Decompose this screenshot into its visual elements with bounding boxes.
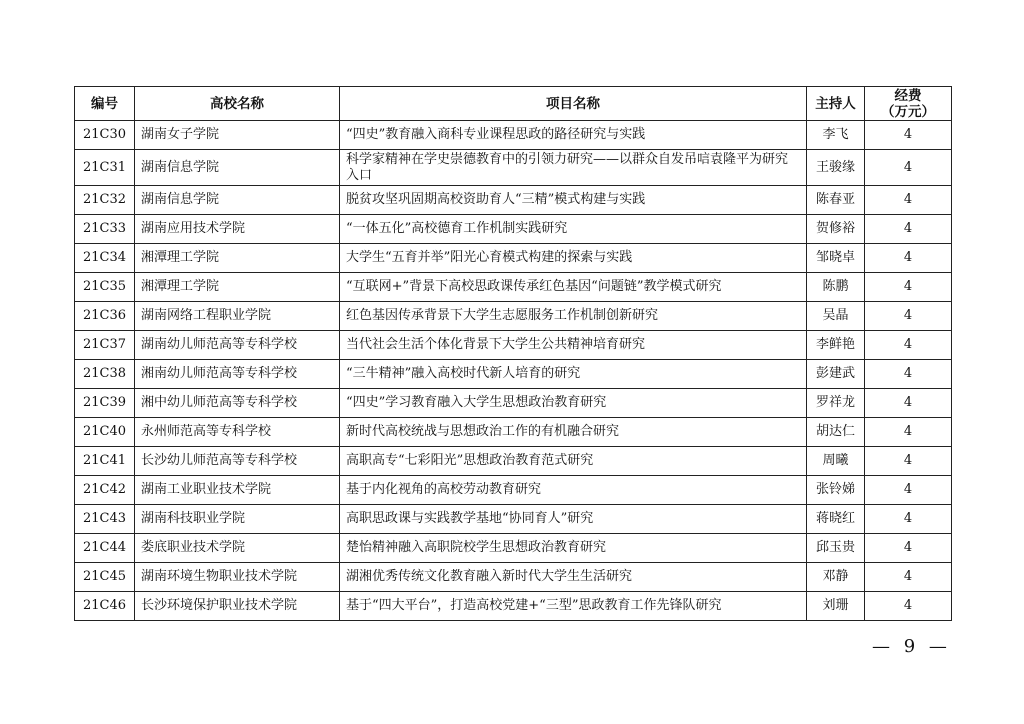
cell-host: 邹晓卓 xyxy=(807,244,865,273)
cell-school: 娄底职业技术学院 xyxy=(135,534,340,563)
header-code: 编号 xyxy=(75,87,135,121)
cell-fund: 4 xyxy=(865,534,952,563)
cell-school: 湖南网络工程职业学院 xyxy=(135,302,340,331)
cell-fund: 4 xyxy=(865,186,952,215)
cell-code: 21C38 xyxy=(75,360,135,389)
table-row xyxy=(75,389,952,418)
cell-host: 陈春亚 xyxy=(807,186,865,215)
cell-code: 21C42 xyxy=(75,476,135,505)
cell-code: 21C39 xyxy=(75,389,135,418)
table-row xyxy=(75,215,952,244)
table-row xyxy=(75,505,952,534)
table-row xyxy=(75,447,952,476)
cell-code: 21C34 xyxy=(75,244,135,273)
cell-code: 21C31 xyxy=(75,150,135,186)
table-row xyxy=(75,534,952,563)
cell-code: 21C40 xyxy=(75,418,135,447)
cell-host: 陈鹏 xyxy=(807,273,865,302)
cell-fund: 4 xyxy=(865,215,952,244)
cell-code: 21C41 xyxy=(75,447,135,476)
header-fund-line2: （万元） xyxy=(881,103,935,120)
cell-school: 湘潭理工学院 xyxy=(135,244,340,273)
cell-project: 科学家精神在学史崇德教育中的引领力研究——以群众自发吊唁袁隆平为研究入口 xyxy=(340,150,807,186)
cell-host: 邱玉贵 xyxy=(807,534,865,563)
cell-code: 21C45 xyxy=(75,563,135,592)
project-table xyxy=(74,86,952,621)
cell-fund: 4 xyxy=(865,244,952,273)
cell-code: 21C33 xyxy=(75,215,135,244)
cell-project: 当代社会生活个体化背景下大学生公共精神培育研究 xyxy=(340,331,807,360)
table-row xyxy=(75,563,952,592)
table-row xyxy=(75,121,952,150)
cell-fund: 4 xyxy=(865,150,952,186)
cell-host: 罗祥龙 xyxy=(807,389,865,418)
cell-fund: 4 xyxy=(865,389,952,418)
cell-host: 贺修裕 xyxy=(807,215,865,244)
cell-project: 新时代高校统战与思想政治工作的有机融合研究 xyxy=(340,418,807,447)
cell-fund: 4 xyxy=(865,592,952,621)
cell-fund: 4 xyxy=(865,273,952,302)
cell-fund: 4 xyxy=(865,476,952,505)
cell-school: 湖南工业职业技术学院 xyxy=(135,476,340,505)
page-number: — 9 — xyxy=(872,636,951,657)
cell-code: 21C43 xyxy=(75,505,135,534)
cell-host: 李飞 xyxy=(807,121,865,150)
cell-project: “四史”教育融入商科专业课程思政的路径研究与实践 xyxy=(340,121,807,150)
table-row xyxy=(75,592,952,621)
cell-project: 红色基因传承背景下大学生志愿服务工作机制创新研究 xyxy=(340,302,807,331)
header-fund xyxy=(865,87,952,121)
cell-project: “三牛精神”融入高校时代新人培育的研究 xyxy=(340,360,807,389)
cell-code: 21C44 xyxy=(75,534,135,563)
table-header-row xyxy=(75,87,952,121)
cell-project: 大学生“五育并举”阳光心育模式构建的探索与实践 xyxy=(340,244,807,273)
cell-code: 21C46 xyxy=(75,592,135,621)
cell-code: 21C30 xyxy=(75,121,135,150)
cell-project: 楚怡精神融入高职院校学生思想政治教育研究 xyxy=(340,534,807,563)
table-row xyxy=(75,360,952,389)
cell-project: 高职高专“七彩阳光”思想政治教育范式研究 xyxy=(340,447,807,476)
table-row xyxy=(75,150,952,186)
cell-fund: 4 xyxy=(865,121,952,150)
cell-host: 胡达仁 xyxy=(807,418,865,447)
cell-project: “一体五化”高校德育工作机制实践研究 xyxy=(340,215,807,244)
table-row xyxy=(75,273,952,302)
cell-fund: 4 xyxy=(865,563,952,592)
cell-fund: 4 xyxy=(865,302,952,331)
cell-school: 湖南应用技术学院 xyxy=(135,215,340,244)
cell-code: 21C37 xyxy=(75,331,135,360)
table-row xyxy=(75,244,952,273)
cell-fund: 4 xyxy=(865,505,952,534)
cell-school: 长沙环境保护职业技术学院 xyxy=(135,592,340,621)
cell-host: 周曦 xyxy=(807,447,865,476)
cell-fund: 4 xyxy=(865,360,952,389)
cell-project: “四史”学习教育融入大学生思想政治教育研究 xyxy=(340,389,807,418)
cell-school: 湖南信息学院 xyxy=(135,186,340,215)
header-host: 主持人 xyxy=(807,87,865,121)
header-project: 项目名称 xyxy=(340,87,807,121)
cell-project: 基于“四大平台”，打造高校党建+“三型”思政教育工作先锋队研究 xyxy=(340,592,807,621)
cell-school: 湖南幼儿师范高等专科学校 xyxy=(135,331,340,360)
cell-host: 王骏缘 xyxy=(807,150,865,186)
table-row xyxy=(75,302,952,331)
table-row xyxy=(75,476,952,505)
cell-school: 长沙幼儿师范高等专科学校 xyxy=(135,447,340,476)
cell-host: 蒋晓红 xyxy=(807,505,865,534)
cell-school: 湖南女子学院 xyxy=(135,121,340,150)
cell-school: 永州师范高等专科学校 xyxy=(135,418,340,447)
cell-project: 湖湘优秀传统文化教育融入新时代大学生生活研究 xyxy=(340,563,807,592)
header-fund-line1: 经费 xyxy=(894,87,922,104)
cell-code: 21C36 xyxy=(75,302,135,331)
cell-project: 脱贫攻坚巩固期高校资助育人“三精”模式构建与实践 xyxy=(340,186,807,215)
cell-fund: 4 xyxy=(865,447,952,476)
cell-code: 21C32 xyxy=(75,186,135,215)
cell-school: 湖南环境生物职业技术学院 xyxy=(135,563,340,592)
cell-school: 湖南科技职业学院 xyxy=(135,505,340,534)
cell-project: “互联网+”背景下高校思政课传承红色基因“问题链”教学模式研究 xyxy=(340,273,807,302)
cell-host: 邓静 xyxy=(807,563,865,592)
cell-host: 刘珊 xyxy=(807,592,865,621)
cell-fund: 4 xyxy=(865,418,952,447)
cell-school: 湘潭理工学院 xyxy=(135,273,340,302)
table-row xyxy=(75,186,952,215)
cell-school: 湘中幼儿师范高等专科学校 xyxy=(135,389,340,418)
cell-school: 湘南幼儿师范高等专科学校 xyxy=(135,360,340,389)
cell-project: 基于内化视角的高校劳动教育研究 xyxy=(340,476,807,505)
cell-code: 21C35 xyxy=(75,273,135,302)
cell-host: 吴晶 xyxy=(807,302,865,331)
header-school: 高校名称 xyxy=(135,87,340,121)
cell-school: 湖南信息学院 xyxy=(135,150,340,186)
cell-host: 李鲜艳 xyxy=(807,331,865,360)
table-row xyxy=(75,418,952,447)
cell-project: 高职思政课与实践教学基地“协同育人”研究 xyxy=(340,505,807,534)
cell-host: 彭建武 xyxy=(807,360,865,389)
table-row xyxy=(75,331,952,360)
cell-host: 张铃娣 xyxy=(807,476,865,505)
cell-fund: 4 xyxy=(865,331,952,360)
